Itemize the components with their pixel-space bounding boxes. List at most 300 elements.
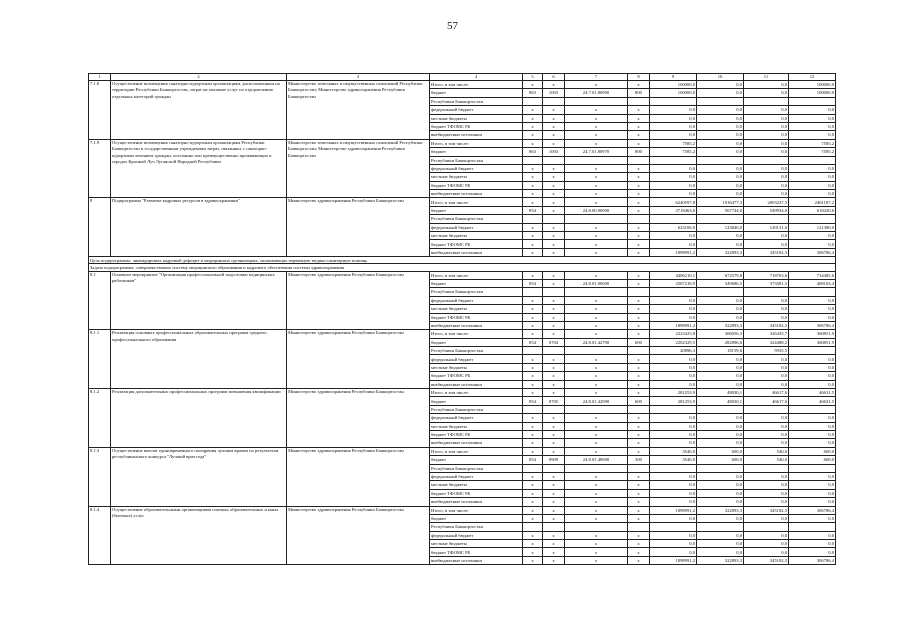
value-cell <box>650 156 697 164</box>
budget-code: x <box>543 106 565 114</box>
source-label: бюджет ТФОМС РБ <box>430 489 523 497</box>
value-cell: 0,0 <box>650 173 697 181</box>
header-cell: 2 <box>111 74 287 81</box>
value-cell: 0,0 <box>697 514 744 522</box>
budget-code: 600 <box>628 338 650 346</box>
value-cell: 0,0 <box>789 380 836 388</box>
value-cell: 567744,0 <box>697 206 744 214</box>
budget-code: x <box>565 248 628 256</box>
budget-code: 24.7.01.80970 <box>565 148 628 156</box>
budget-code <box>523 156 543 164</box>
executor: Министерство здравоохранения Республики Башкортостан <box>287 506 430 565</box>
budget-code: 300 <box>628 456 650 464</box>
source-label: Итого, в том числе: <box>430 198 523 206</box>
budget-code: x <box>565 173 628 181</box>
budget-code: x <box>628 514 650 522</box>
source-label: бюджет ТФОМС РБ <box>430 240 523 248</box>
value-cell <box>650 405 697 413</box>
source-label: Республики Башкортостан <box>430 288 523 296</box>
value-cell: 48030,1 <box>697 397 744 405</box>
budget-code <box>628 97 650 105</box>
value-cell: 360851,9 <box>789 330 836 338</box>
budget-code: x <box>628 232 650 240</box>
value-cell: 0,0 <box>744 531 789 539</box>
value-cell: 0,0 <box>650 472 697 480</box>
budget-code <box>628 523 650 531</box>
value-cell: 1898991,2 <box>650 248 697 256</box>
source-label: Итого, в том числе: <box>430 506 523 514</box>
budget-code: x <box>565 181 628 189</box>
budget-code: x <box>543 447 565 455</box>
measure-name: Реализация основных профессиональных образовательных программ среднего профессионального образования <box>111 330 287 389</box>
value-cell: 0,0 <box>789 363 836 371</box>
budget-code: x <box>523 447 543 455</box>
budget-code: x <box>628 206 650 214</box>
source-label: Итого, в том числе: <box>430 330 523 338</box>
source-label: федеральный бюджет <box>430 223 523 231</box>
goal-row <box>89 257 836 264</box>
budget-code: x <box>628 531 650 539</box>
budget-code <box>543 156 565 164</box>
source-label: федеральный бюджет <box>430 296 523 304</box>
value-cell <box>744 523 789 531</box>
value-cell: 0,0 <box>697 540 744 548</box>
value-cell: 408103,4 <box>789 279 836 287</box>
source-label: местные бюджеты <box>430 481 523 489</box>
value-cell: 0,0 <box>650 548 697 556</box>
value-cell: 120131,0 <box>744 223 789 231</box>
budget-code: x <box>628 181 650 189</box>
value-cell: 360851,9 <box>789 338 836 346</box>
source-label: Итого, в том числе: <box>430 447 523 455</box>
budget-code: x <box>543 481 565 489</box>
budget-code <box>543 464 565 472</box>
value-cell: 0,0 <box>789 313 836 321</box>
budget-code: x <box>628 380 650 388</box>
value-cell: 0,0 <box>697 122 744 130</box>
budget-code: x <box>543 514 565 522</box>
source-label: бюджет <box>430 279 523 287</box>
budget-code: x <box>565 531 628 539</box>
value-cell: 0,0 <box>789 355 836 363</box>
budget-code: x <box>523 481 543 489</box>
value-cell: 306786,4 <box>789 556 836 564</box>
budget-code: 24.8.01.48900 <box>565 456 628 464</box>
value-cell: 618420,6 <box>789 206 836 214</box>
value-cell: 0,0 <box>744 514 789 522</box>
value-cell: 0,0 <box>744 296 789 304</box>
value-cell: 0,0 <box>650 131 697 139</box>
budget-code: x <box>523 296 543 304</box>
budget-code: 24.8.01.00000 <box>565 279 628 287</box>
value-cell: 0,0 <box>744 139 789 147</box>
budget-code: x <box>543 355 565 363</box>
value-cell: 0,0 <box>697 472 744 480</box>
budget-code: x <box>628 198 650 206</box>
value-cell <box>744 405 789 413</box>
budget-code: 800 <box>628 89 650 97</box>
row-number: 8 <box>89 198 111 257</box>
value-cell: 0,0 <box>697 498 744 506</box>
value-cell: 0,0 <box>789 540 836 548</box>
budget-code: x <box>523 198 543 206</box>
budget-code <box>523 523 543 531</box>
budget-code: x <box>543 372 565 380</box>
value-cell: 734485,6 <box>789 271 836 279</box>
value-cell: 306786,4 <box>789 321 836 329</box>
value-cell: 0,0 <box>697 114 744 122</box>
value-cell: 0,0 <box>789 114 836 122</box>
header-cell: 4 <box>430 74 523 81</box>
value-cell: 0,0 <box>789 498 836 506</box>
budget-code: 854 <box>523 338 543 346</box>
value-cell: 0,0 <box>697 89 744 97</box>
value-cell: 0,0 <box>744 122 789 130</box>
value-cell: 0,0 <box>650 431 697 439</box>
measure-name: Подпрограмма "Развитие кадровых ресурсов в здравоохранении" <box>111 198 287 257</box>
source-label: федеральный бюджет <box>430 106 523 114</box>
value-cell: 0,0 <box>789 372 836 380</box>
value-cell: 281253,9 <box>650 397 697 405</box>
budget-code: x <box>628 106 650 114</box>
header-cell: 6 <box>543 74 565 81</box>
budget-code: x <box>523 164 543 172</box>
budget-code: x <box>628 81 650 89</box>
value-cell: 549934,0 <box>744 206 789 214</box>
header-cell: 5 <box>523 74 543 81</box>
value-cell <box>697 405 744 413</box>
budget-code: x <box>523 414 543 422</box>
value-cell: 306786,4 <box>789 248 836 256</box>
source-label: бюджет <box>430 456 523 464</box>
source-label: бюджет <box>430 89 523 97</box>
header-cell: 9 <box>650 74 697 81</box>
row-number: 8.1.2 <box>89 389 111 448</box>
budget-code: x <box>628 240 650 248</box>
budget-code: x <box>523 240 543 248</box>
budget-code: 600 <box>628 397 650 405</box>
budget-code: x <box>565 190 628 198</box>
budget-code: x <box>543 305 565 313</box>
budget-code: x <box>565 131 628 139</box>
executor: Министерство здравоохранения Республики Башкортостан <box>287 389 430 448</box>
row-number: 8.1.3 <box>89 447 111 506</box>
value-cell: 0,0 <box>697 190 744 198</box>
budget-code: 24.7.01.80900 <box>565 89 628 97</box>
budget-code: x <box>628 330 650 338</box>
executor: Министерство здравоохранения Республики Башкортостан <box>287 198 430 257</box>
value-cell: 0,0 <box>650 240 697 248</box>
value-cell: 0,0 <box>650 305 697 313</box>
budget-code: x <box>523 139 543 147</box>
budget-code: x <box>565 489 628 497</box>
value-cell: 0,0 <box>744 489 789 497</box>
value-cell: 7585,2 <box>650 148 697 156</box>
value-cell: 1898991,2 <box>650 321 697 329</box>
budget-code: x <box>565 122 628 130</box>
value-cell: 0,0 <box>697 181 744 189</box>
budget-code: x <box>523 380 543 388</box>
value-cell: 46617,6 <box>744 389 789 397</box>
value-cell: 0,0 <box>744 472 789 480</box>
value-cell: 0,0 <box>744 114 789 122</box>
budget-code <box>628 288 650 296</box>
budget-code <box>565 97 628 105</box>
budget-code: x <box>628 498 650 506</box>
source-label: федеральный бюджет <box>430 355 523 363</box>
budget-code: 0704 <box>543 338 565 346</box>
budget-code <box>565 523 628 531</box>
budget-code: x <box>523 232 543 240</box>
budget-code: x <box>565 431 628 439</box>
header-cell: 10 <box>697 74 744 81</box>
budget-code: x <box>565 389 628 397</box>
value-cell: 0,0 <box>697 439 744 447</box>
source-label: местные бюджеты <box>430 305 523 313</box>
value-cell: 540,0 <box>744 447 789 455</box>
table-row <box>89 506 836 514</box>
executor: Министерство здравоохранения Республики Башкортостан <box>287 271 430 330</box>
value-cell: 0,0 <box>650 190 697 198</box>
value-cell: 0,0 <box>789 240 836 248</box>
value-cell: 345182,3 <box>744 506 789 514</box>
budget-code: x <box>628 506 650 514</box>
budget-code: 24.8.01.42790 <box>565 338 628 346</box>
budget-code: x <box>628 190 650 198</box>
value-cell: 349686,5 <box>697 279 744 287</box>
value-cell: 0,0 <box>697 164 744 172</box>
table-row <box>89 198 836 206</box>
value-cell: 6240597,8 <box>650 198 697 206</box>
value-cell: 0,0 <box>789 548 836 556</box>
budget-code: x <box>565 506 628 514</box>
value-cell: 0,0 <box>697 148 744 156</box>
value-cell: 20896,3 <box>650 347 697 355</box>
budget-code: x <box>523 131 543 139</box>
budget-code <box>543 97 565 105</box>
value-cell: 0,0 <box>789 481 836 489</box>
budget-code: x <box>523 498 543 506</box>
source-label: бюджет ТФОМС РБ <box>430 372 523 380</box>
value-cell: 0,0 <box>744 540 789 548</box>
value-cell: 0,0 <box>697 380 744 388</box>
budget-code: x <box>523 81 543 89</box>
value-cell: 600,0 <box>789 447 836 455</box>
budget-code: x <box>628 389 650 397</box>
budget-code <box>628 405 650 413</box>
value-cell: 600,0 <box>697 447 744 455</box>
budget-code: x <box>543 223 565 231</box>
budget-code: x <box>628 414 650 422</box>
row-number: 8.1.1 <box>89 330 111 389</box>
source-label: Республики Башкортостан <box>430 464 523 472</box>
value-cell: 0,0 <box>650 380 697 388</box>
value-cell: 0,0 <box>744 190 789 198</box>
value-cell: 0,0 <box>697 131 744 139</box>
budget-code: 0705 <box>543 397 565 405</box>
value-cell: 0,0 <box>697 240 744 248</box>
source-label: федеральный бюджет <box>430 414 523 422</box>
value-cell: 600,0 <box>789 456 836 464</box>
value-cell: 623106,0 <box>650 223 697 231</box>
budget-code: x <box>628 279 650 287</box>
value-cell <box>650 97 697 105</box>
value-cell: 672579,8 <box>697 271 744 279</box>
value-cell: 0,0 <box>697 481 744 489</box>
value-cell: 100000,0 <box>650 81 697 89</box>
value-cell: 0,0 <box>744 431 789 439</box>
table-row <box>89 447 836 455</box>
value-cell: 0,0 <box>789 164 836 172</box>
value-cell: 0,0 <box>789 190 836 198</box>
value-cell: 345182,3 <box>744 248 789 256</box>
source-label: внебюджетные источники <box>430 439 523 447</box>
budget-table <box>88 73 836 565</box>
budget-code <box>523 405 543 413</box>
budget-code: x <box>565 540 628 548</box>
source-label: бюджет <box>430 514 523 522</box>
table-row <box>89 330 836 338</box>
value-cell: 0,0 <box>650 122 697 130</box>
budget-code: x <box>523 106 543 114</box>
budget-code: x <box>543 439 565 447</box>
budget-code: 854 <box>523 279 543 287</box>
value-cell: 5935,5 <box>744 347 789 355</box>
source-label: бюджет <box>430 397 523 405</box>
budget-code: x <box>543 279 565 287</box>
value-cell: 0,0 <box>697 531 744 539</box>
source-label: бюджет <box>430 338 523 346</box>
budget-code: x <box>628 271 650 279</box>
budget-code: x <box>543 431 565 439</box>
source-label: бюджет ТФОМС РБ <box>430 431 523 439</box>
value-cell: 46617,6 <box>744 397 789 405</box>
budget-code: x <box>523 548 543 556</box>
value-cell: 3540,0 <box>650 456 697 464</box>
budget-code: 863 <box>523 148 543 156</box>
budget-code: x <box>565 232 628 240</box>
value-cell: 0,0 <box>697 296 744 304</box>
budget-code: x <box>628 472 650 480</box>
value-cell: 46631,5 <box>789 397 836 405</box>
value-cell: 0,0 <box>697 106 744 114</box>
measure-name: Осуществление возмещения санаторно-курортным организациям Республики Башкортостан и государственным учреждениям затрат, связанных с санаторно-курортным лечением граждан, постоянно или преимущественно проживающих в городах Красный Луч Луганской Народной Республики <box>111 139 287 198</box>
source-label: местные бюджеты <box>430 363 523 371</box>
budget-code: x <box>523 114 543 122</box>
budget-code: x <box>543 271 565 279</box>
budget-code: x <box>523 181 543 189</box>
budget-code: x <box>565 439 628 447</box>
source-label: бюджет ТФОМС РБ <box>430 313 523 321</box>
budget-code: x <box>543 139 565 147</box>
budget-code: x <box>543 81 565 89</box>
budget-code: x <box>565 414 628 422</box>
executor: Министерство земельных и имущественных отношений Республики Башкортостан; Министерство здравоохранения Республики Башкортостан <box>287 81 430 140</box>
value-cell <box>650 464 697 472</box>
source-label: Республики Башкортостан <box>430 405 523 413</box>
value-cell: 0,0 <box>697 414 744 422</box>
budget-code: x <box>523 372 543 380</box>
budget-code: x <box>523 556 543 564</box>
budget-code: x <box>523 190 543 198</box>
header-cell: 12 <box>789 74 836 81</box>
value-cell: 2223425,8 <box>650 330 697 338</box>
value-cell: 322893,3 <box>697 248 744 256</box>
value-cell: 0,0 <box>744 498 789 506</box>
budget-code <box>543 215 565 223</box>
budget-code: x <box>523 439 543 447</box>
value-cell: 0,0 <box>744 372 789 380</box>
budget-code: x <box>543 321 565 329</box>
budget-code: x <box>523 431 543 439</box>
budget-code: x <box>565 313 628 321</box>
value-cell: 0,0 <box>650 106 697 114</box>
value-cell: 0,0 <box>789 439 836 447</box>
value-cell: 3718463,6 <box>650 206 697 214</box>
header-cell: 7 <box>565 74 628 81</box>
source-label: Республики Башкортостан <box>430 215 523 223</box>
value-cell: 0,0 <box>650 439 697 447</box>
value-cell <box>697 523 744 531</box>
value-cell: 0,0 <box>650 372 697 380</box>
source-label: внебюджетные источники <box>430 131 523 139</box>
source-label: федеральный бюджет <box>430 164 523 172</box>
source-label: внебюджетные источники <box>430 498 523 506</box>
value-cell: 345182,3 <box>744 556 789 564</box>
budget-code: x <box>543 181 565 189</box>
budget-code: x <box>543 232 565 240</box>
value-cell: 0,0 <box>650 232 697 240</box>
measure-name: Основное мероприятие "Организация профессиональной подготовки медицинских работников" <box>111 271 287 330</box>
budget-code: x <box>628 321 650 329</box>
budget-code: x <box>565 447 628 455</box>
table-row <box>89 139 836 147</box>
value-cell <box>744 464 789 472</box>
budget-code <box>565 215 628 223</box>
value-cell: 718763,6 <box>744 271 789 279</box>
budget-code: x <box>543 190 565 198</box>
budget-code: x <box>628 305 650 313</box>
source-label: местные бюджеты <box>430 540 523 548</box>
goal-text: Задача подпрограммы: совершенствовать систему медицинского образования и кадрового обеспечения системы здравоохранения <box>89 264 836 271</box>
budget-code: x <box>565 481 628 489</box>
value-cell: 540,0 <box>744 456 789 464</box>
value-cell <box>789 405 836 413</box>
value-cell <box>744 156 789 164</box>
value-cell: 0,0 <box>744 148 789 156</box>
value-cell: 600,0 <box>697 456 744 464</box>
value-cell: 0,0 <box>789 305 836 313</box>
budget-code: x <box>565 380 628 388</box>
budget-code <box>523 288 543 296</box>
executor: Министерство земельных и имущественных отношений Республики Башкортостан; Министерство здравоохранения Республики Башкортостан <box>287 139 430 198</box>
value-cell <box>789 464 836 472</box>
budget-code: x <box>543 240 565 248</box>
budget-code: x <box>543 414 565 422</box>
budget-code: 854 <box>523 397 543 405</box>
budget-code: x <box>628 131 650 139</box>
budget-code: x <box>543 531 565 539</box>
value-cell: 0,0 <box>789 472 836 480</box>
value-cell: 0,0 <box>744 355 789 363</box>
value-cell: 306056,3 <box>697 330 744 338</box>
header-cell: 1 <box>89 74 111 81</box>
value-cell: 322893,3 <box>697 556 744 564</box>
row-number: 7.1.8 <box>89 81 111 140</box>
budget-code: x <box>628 248 650 256</box>
source-label: бюджет <box>430 206 523 214</box>
value-cell: 0,0 <box>789 414 836 422</box>
